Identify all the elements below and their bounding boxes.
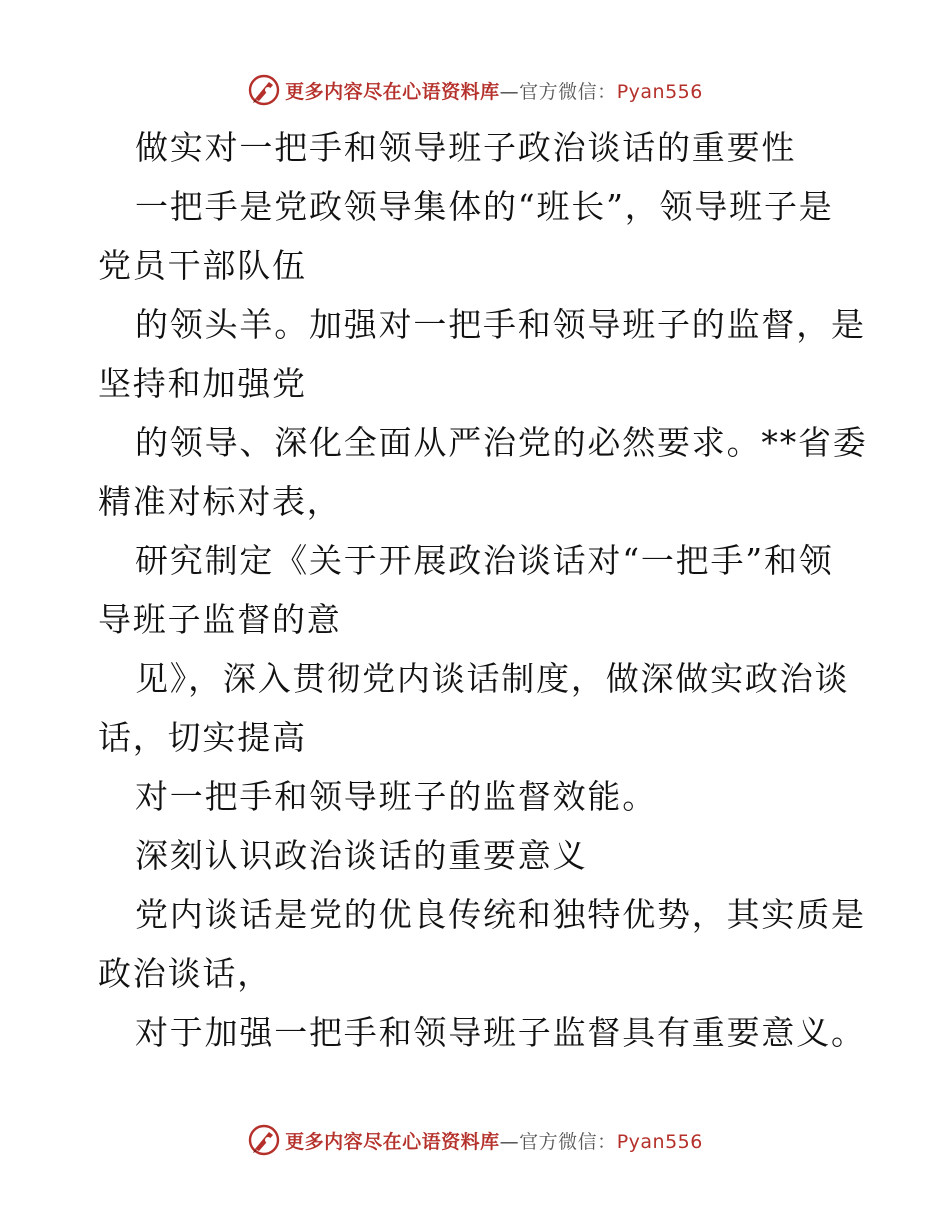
doc-line: 政治谈话，	[98, 954, 272, 993]
header-banner-text	[285, 77, 703, 104]
doc-line: 研究制定《关于开展政治谈话对“一把手”和领	[135, 541, 834, 580]
header-dash: —	[499, 80, 520, 103]
pen-logo-icon	[247, 73, 281, 107]
header-banner	[0, 70, 950, 110]
doc-line: 导班子监督的意	[98, 600, 342, 639]
doc-line: 精准对标对表，	[98, 482, 342, 521]
doc-line: 见》，深入贯彻党内谈话制度，做深做实政治谈	[135, 659, 850, 698]
doc-line: 对于加强一把手和领导班子监督具有重要意义。	[135, 1013, 866, 1052]
doc-heading: 做实对一把手和领导班子政治谈话的重要性	[135, 128, 797, 167]
doc-subheading: 深刻认识政治谈话的重要意义	[135, 836, 588, 875]
footer-brand-text: 更多内容尽在心语资料库	[285, 1130, 500, 1153]
doc-line: 一把手是党政领导集体的“班长”，领导班子是	[135, 187, 834, 226]
footer-wechat-label: 官方微信：	[519, 1130, 617, 1153]
document-body	[98, 118, 868, 1062]
footer-banner-text	[285, 1127, 703, 1154]
doc-line: 党员干部队伍	[98, 246, 307, 285]
doc-line: 对一把手和领导班子的监督效能。	[135, 777, 657, 816]
doc-line: 坚持和加强党	[98, 364, 307, 403]
doc-line: 话，切实提高	[98, 718, 307, 757]
pen-logo-icon	[247, 1123, 281, 1157]
doc-line: 党内谈话是党的优良传统和独特优势，其实质是	[135, 895, 866, 934]
header-wechat-label: 官方微信：	[519, 80, 617, 103]
header-wechat-id: Pyan556	[616, 80, 703, 103]
doc-line: 的领头羊。加强对一把手和领导班子的监督，是	[135, 305, 866, 344]
header-brand-text: 更多内容尽在心语资料库	[285, 80, 500, 103]
doc-line: 的领导、深化全面从严治党的必然要求。**省委	[135, 423, 868, 462]
footer-banner	[0, 1120, 950, 1160]
footer-dash: —	[499, 1130, 520, 1153]
footer-wechat-id: Pyan556	[616, 1130, 703, 1153]
